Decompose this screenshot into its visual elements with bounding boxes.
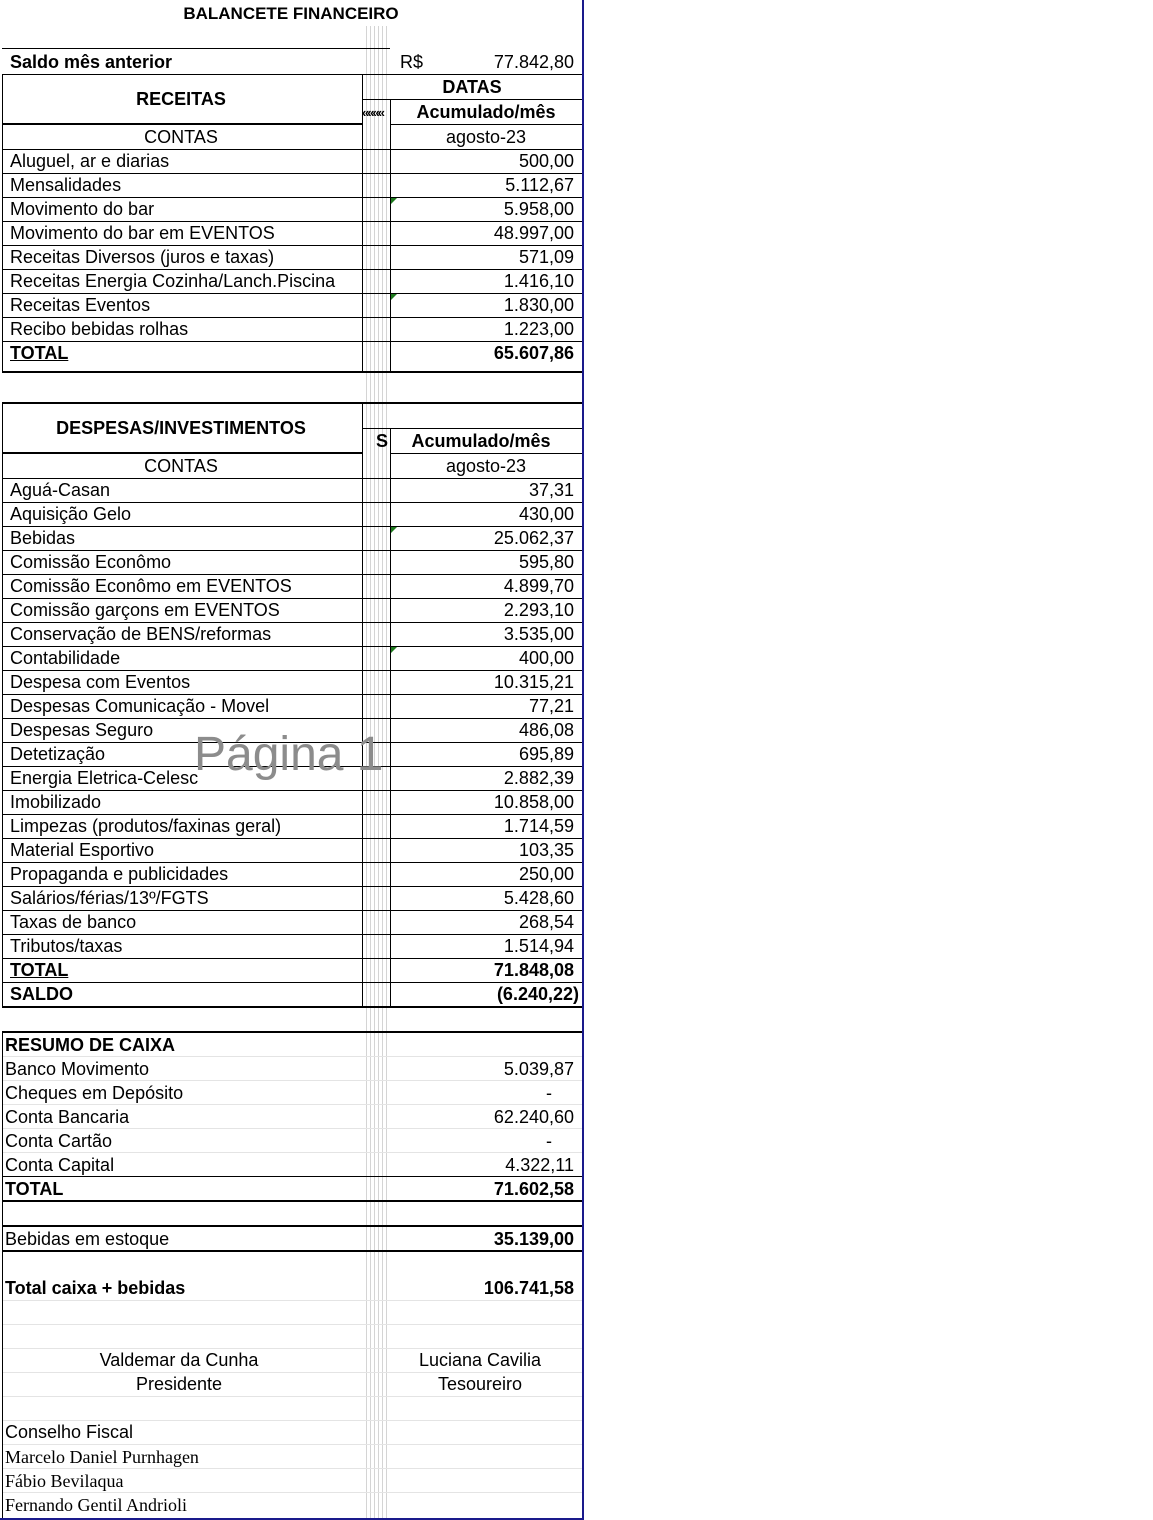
list-item [0,478,582,502]
estoque-row [0,1227,582,1251]
item-value: 37,31 [528,480,574,500]
list-item [0,149,582,173]
item-value: 695,89 [518,744,574,764]
saldo-label: SALDO [10,984,73,1004]
item-label: Imobilizado [10,792,102,812]
note-marker-icon [391,294,397,300]
resumo-total-row [0,1177,582,1201]
despesas-heading: DESPESAS/INVESTIMENTOS [56,418,306,438]
item-label: Comissão Econômo [10,552,172,572]
item-value: 500,00 [518,151,574,171]
item-value: 10.858,00 [493,792,574,812]
item-label: Detetização [10,744,106,764]
saldo-anterior-value: 77.842,80 [493,52,574,72]
item-value: 3.535,00 [503,624,574,644]
item-label: Despesa com Eventos [10,672,191,692]
saldo-anterior-label: Saldo mês anterior [10,52,173,72]
president-name: Valdemar da Cunha [99,1350,259,1370]
item-value: 4.899,70 [503,576,574,596]
total-value: 71.848,08 [493,960,574,980]
list-item [0,790,582,814]
contas-heading: CONTAS [144,127,218,147]
item-label: Tributos/taxas [10,936,123,956]
list-item [0,670,582,694]
grid-line [2,1396,582,1397]
list-item [0,574,582,598]
currency-symbol: R$ [400,52,424,72]
total-caixa-value: 106.741,58 [483,1278,574,1298]
item-label: Aguá-Casan [10,480,111,500]
list-item [0,173,582,197]
s-column-heading: S [376,431,389,451]
note-marker-icon [391,198,397,204]
note-marker-icon [391,527,397,533]
sheet-title: BALANCETE FINANCEIRO [183,4,399,23]
datas-heading: DATAS [442,77,502,97]
total-label: TOTAL [5,1179,64,1199]
list-item [0,910,582,934]
conselho-member: Fábio Bevilaqua [5,1471,124,1491]
item-value: 1.830,00 [503,295,574,315]
item-label: Comissão garçons em EVENTOS [10,600,280,620]
list-item [0,293,582,317]
item-value: 77,21 [528,696,574,716]
receitas-heading: RECEITAS [136,89,226,109]
divider [2,402,582,404]
receitas-total-row [0,341,582,365]
list-item [0,317,582,341]
item-value: 250,00 [518,864,574,884]
item-label: Conta Capital [5,1155,115,1175]
divider [2,48,390,49]
item-label: Contabilidade [10,648,121,668]
list-item [0,502,582,526]
list-item [0,269,582,293]
item-label: Conta Cartão [5,1131,113,1151]
note-marker-icon [391,647,397,653]
conselho-heading: Conselho Fiscal [5,1422,134,1442]
item-label: Comissão Econômo em EVENTOS [10,576,292,596]
treasurer-name: Luciana Cavilia [418,1350,542,1370]
grid-line [2,1324,582,1325]
item-value: 430,00 [518,504,574,524]
item-label: Banco Movimento [5,1059,150,1079]
list-item [0,1153,582,1177]
grid-line [2,1300,582,1301]
conselho-member: Marcelo Daniel Purnhagen [5,1447,199,1467]
item-label: Conservação de BENS/reformas [10,624,272,644]
resumo-heading: RESUMO DE CAIXA [5,1035,176,1055]
item-label: Bebidas [10,528,76,548]
acumulado-heading: Acumulado/mês [411,431,551,451]
item-value: 1.714,59 [503,816,574,836]
divider [2,1250,582,1252]
estoque-value: 35.139,00 [493,1229,574,1249]
item-value: - [546,1131,552,1151]
item-value: 5.958,00 [503,199,574,219]
item-label: Receitas Eventos [10,295,151,315]
list-item [0,1081,582,1105]
list-item [0,862,582,886]
list-item [0,886,582,910]
item-label: Despesas Comunicação - Movel [10,696,270,716]
list-item [0,622,582,646]
president-role: Presidente [135,1374,223,1394]
divider [2,371,582,373]
item-label: Despesas Seguro [10,720,154,740]
item-value: 1.416,10 [503,271,574,291]
saldo-value: (6.240,22) [496,984,579,1004]
period-label: agosto-23 [445,456,527,476]
item-label: Limpezas (produtos/faxinas geral) [10,816,282,836]
item-value: - [546,1083,552,1103]
total-caixa-row [0,1276,582,1300]
column-border [2,1031,3,1518]
item-value: 48.997,00 [493,223,574,243]
despesas-total-row [0,958,582,982]
item-value: 1.223,00 [503,319,574,339]
list-item [0,526,582,550]
total-value: 65.607,86 [493,343,574,363]
item-value: 2.293,10 [503,600,574,620]
list-item [0,646,582,670]
item-value: 2.882,39 [503,768,574,788]
item-label: Energia Eletrica-Celesc [10,768,199,788]
item-label: Conta Bancaria [5,1107,130,1127]
list-item [0,934,582,958]
acumulado-heading: Acumulado/mês [416,102,556,122]
item-value: 25.062,37 [493,528,574,548]
item-value: 10.315,21 [493,672,574,692]
treasurer-role: Tesoureiro [437,1374,523,1394]
item-label: Mensalidades [10,175,122,195]
list-item [0,1105,582,1129]
item-label: Movimento do bar [10,199,155,219]
item-label: Cheques em Depósito [5,1083,184,1103]
saldo-row [0,982,582,1006]
item-value: 268,54 [518,912,574,932]
total-label: TOTAL [10,960,69,980]
item-label: Aquisição Gelo [10,504,132,524]
item-value: 5.112,67 [505,175,574,195]
item-value: 571,09 [518,247,574,267]
estoque-label: Bebidas em estoque [5,1229,170,1249]
list-item [0,838,582,862]
item-value: 595,80 [518,552,574,572]
list-item [0,221,582,245]
item-label: Receitas Energia Cozinha/Lanch.Piscina [10,271,336,291]
item-value: 62.240,60 [493,1107,574,1127]
list-item [0,245,582,269]
list-item [0,1057,582,1081]
conselho-member: Fernando Gentil Andrioli [5,1495,187,1515]
page-watermark: Página 1 [194,728,384,781]
list-item [0,550,582,574]
divider [2,1006,582,1008]
item-value: 400,00 [518,648,574,668]
item-label: Aluguel, ar e diarias [10,151,170,171]
list-item [0,694,582,718]
divider [2,1200,582,1202]
item-value: 103,35 [518,840,574,860]
total-value: 71.602,58 [493,1179,574,1199]
total-label: TOTAL [10,343,69,363]
item-value: 1.514,94 [503,936,574,956]
item-value: 5.428,60 [503,888,574,908]
item-label: Propaganda e publicidades [10,864,229,884]
period-label: agosto-23 [445,127,527,147]
item-label: Material Esportivo [10,840,155,860]
total-caixa-label: Total caixa + bebidas [5,1278,186,1298]
list-item [0,1129,582,1153]
item-value: 4.322,11 [505,1155,574,1175]
item-label: Receitas Diversos (juros e taxas) [10,247,275,267]
hash-marks: «««« [362,105,383,120]
item-value: 5.039,87 [503,1059,574,1079]
item-label: Movimento do bar em EVENTOS [10,223,275,243]
item-label: Recibo bebidas rolhas [10,319,189,339]
list-item [0,814,582,838]
contas-heading: CONTAS [144,456,218,476]
item-value: 486,08 [518,720,574,740]
item-label: Salários/férias/13º/FGTS [10,888,209,908]
item-label: Taxas de banco [10,912,137,932]
list-item [0,598,582,622]
list-item [0,197,582,221]
